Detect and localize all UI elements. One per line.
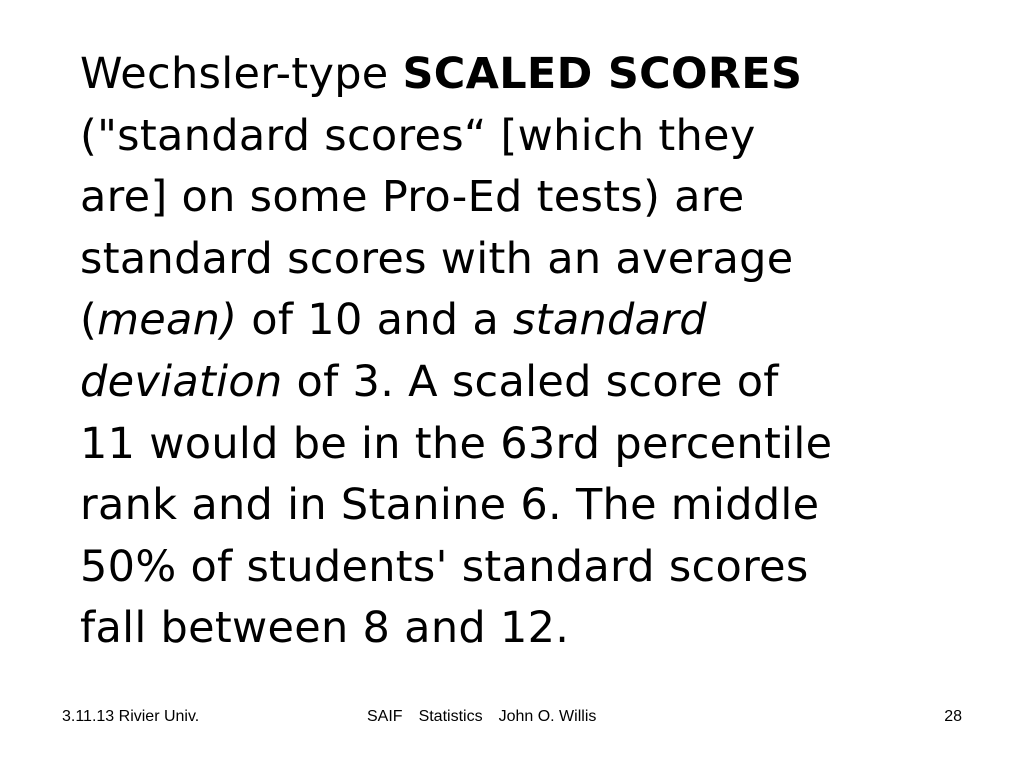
text-line: 11 would be in the 63rd percentile [80,418,833,469]
text-line: 50% of students' standard scores [80,541,809,592]
text-line: standard scores with an average [80,233,794,284]
text-line: (mean) of 10 and a standard [80,295,707,346]
text-line: fall between 8 and 12. [80,603,570,654]
footer-topic: Statistics [418,708,483,725]
footer-author: John O. Willis [498,708,597,725]
emphasis-bold: SCALED SCORES [402,49,803,99]
page-number: 28 [944,708,962,725]
footer-org: SAIF [367,708,403,725]
text-line: rank and in Stanine 6. The middle [80,480,820,531]
text-line: are] on some Pro-Ed tests) are [80,172,745,223]
text-line: Wechsler-type SCALED SCORES [80,49,803,99]
footer-center [367,707,596,727]
slide-body-text [80,44,1000,660]
text-line: ("standard scores“ [which they [80,110,756,161]
emphasis-italic: deviation [80,356,283,407]
emphasis-italic: standard [512,295,707,346]
text-line: deviation of 3. A scaled score of [80,356,779,407]
emphasis-italic: mean) [97,295,238,346]
footer-date: 3.11.13 Rivier Univ. [62,708,200,725]
